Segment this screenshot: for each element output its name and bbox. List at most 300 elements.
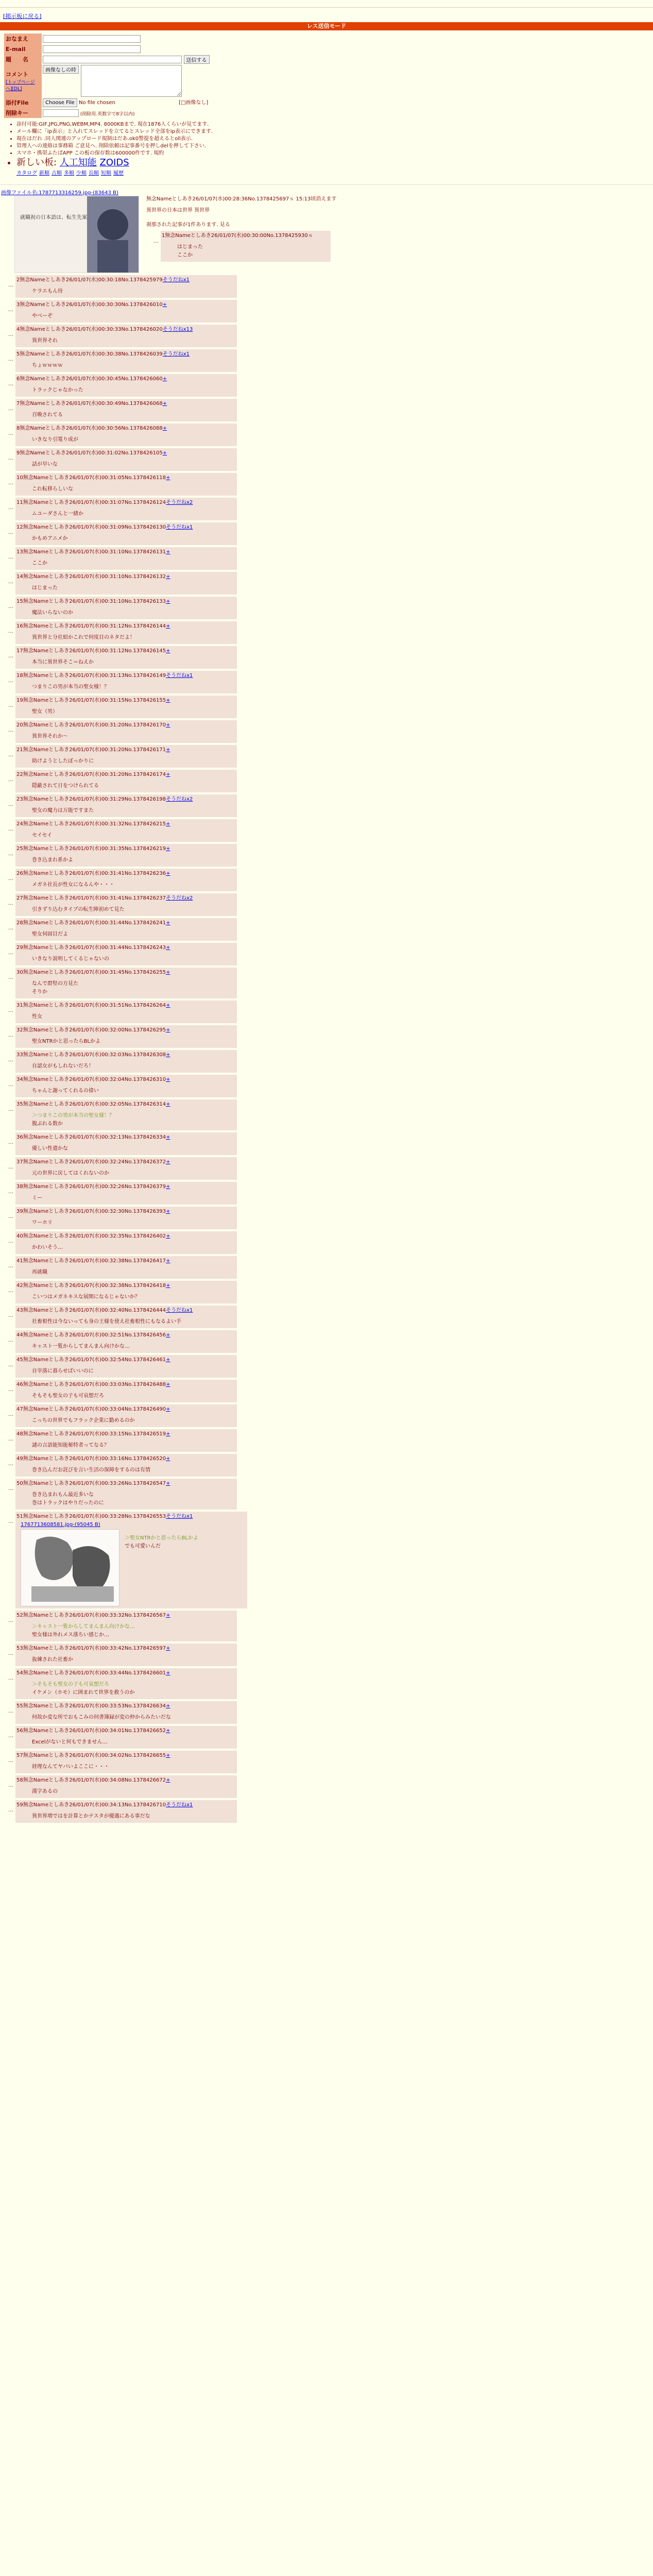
reply-meta xyxy=(16,474,233,482)
reply-body xyxy=(15,349,237,372)
reply-body xyxy=(15,325,237,347)
reply xyxy=(1,893,653,916)
back-to-board-link[interactable]: [掲示板に戻る] xyxy=(3,13,42,20)
reply-meta-text: 29無念Nameとしあき26/01/07(水)00:31:44No.1378426243 xyxy=(16,945,166,951)
reply-indent: … xyxy=(8,579,13,585)
reply-text: ＞キャスト一覧からしてまんまん向けかな… xyxy=(32,1624,135,1630)
sodane-link[interactable]: そうだねx13 xyxy=(162,327,193,332)
reply-body xyxy=(15,869,237,891)
op-meta: 無念Nameとしあき26/01/07(水)00:28:36No.1378425697ｓ 15:13頃消えます xyxy=(146,196,337,202)
clear-button[interactable]: 画像なしの時 xyxy=(43,65,79,74)
reply xyxy=(1,597,653,619)
reply-text: 聖女様は外れメス落ちい感じか… xyxy=(32,1632,109,1638)
sodane-plus-link[interactable]: + xyxy=(166,1209,170,1214)
reply-meta-text: 32無念Nameとしあき26/01/07(水)00:32:00No.1378426295 xyxy=(16,1027,166,1033)
note-item: • 添付可能:GIF,JPG,PNG,WEBM,MP4. 8000KBまで. 現在1876人くらいが見てます. xyxy=(16,121,653,128)
comment-top-links[interactable]: [トップページへ][DL] xyxy=(6,80,35,92)
reply-body xyxy=(15,374,237,397)
op-file-link[interactable]: 画像ファイル名:1787713316259.jpg-(83643 B) xyxy=(1,190,118,196)
sodane-plus-link[interactable]: + xyxy=(166,722,170,728)
sodane-plus-link[interactable]: + xyxy=(162,302,167,308)
noimage-checkbox-label[interactable]: [□画像なし] xyxy=(179,100,209,106)
sodane-link[interactable]: そうだねx2 xyxy=(166,500,193,505)
reply-text: かもめアニメか xyxy=(32,536,68,541)
reply-indent: … xyxy=(8,1107,13,1112)
sodane-plus-link[interactable]: + xyxy=(166,599,170,604)
reply-body xyxy=(15,918,237,941)
sodane-plus-link[interactable]: + xyxy=(166,1382,170,1387)
reply-body xyxy=(15,794,237,817)
reply xyxy=(1,1256,653,1279)
reply xyxy=(1,1611,653,1641)
sort-long-link[interactable]: 長順 xyxy=(89,171,99,176)
reply-body xyxy=(15,1025,237,1048)
reply xyxy=(1,819,653,842)
reply-indent: … xyxy=(8,703,13,708)
reply-body xyxy=(15,1404,237,1427)
reply-indent: … xyxy=(8,1032,13,1038)
sodane-plus-link[interactable]: + xyxy=(166,1283,170,1289)
reply-text: こいつはメガネキスな展開になるじゃないか？ xyxy=(32,1294,140,1300)
separator xyxy=(0,184,653,185)
reply-indent: … xyxy=(8,925,13,931)
op-file-info xyxy=(1,188,653,196)
reply-meta xyxy=(16,1776,233,1785)
reply-meta-text: 56無念Nameとしあき26/01/07(水)00:34:01No.1378426652 xyxy=(16,1728,166,1734)
sodane-plus-link[interactable]: + xyxy=(166,1233,170,1239)
sodane-plus-link[interactable]: + xyxy=(166,1728,170,1734)
reply-meta-text: 10無念Nameとしあき26/01/07(水)00:31:05No.1378426118 xyxy=(16,475,166,481)
reply xyxy=(1,1281,653,1303)
reply-meta xyxy=(16,697,233,705)
reply-meta-text: 33無念Nameとしあき26/01/07(水)00:32:03No.1378426308 xyxy=(16,1052,166,1058)
reply-body xyxy=(15,1207,237,1229)
reply xyxy=(1,1454,653,1477)
sodane-plus-link[interactable]: + xyxy=(166,747,170,753)
reply-meta-text: 35無念Nameとしあき26/01/07(水)00:32:05No.1378426314 xyxy=(16,1101,166,1107)
sodane-plus-link[interactable]: + xyxy=(166,1027,170,1033)
reply xyxy=(1,720,653,743)
reply-meta xyxy=(16,375,233,383)
reply-body xyxy=(15,300,237,323)
reply xyxy=(1,423,653,446)
sodane-link[interactable]: そうだねx2 xyxy=(166,796,193,802)
reply-indent: … xyxy=(8,1519,13,1524)
reply-body xyxy=(15,1157,237,1180)
reply-meta-text: 17無念Nameとしあき26/01/07(水)00:31:12No.1378426145 xyxy=(16,648,166,654)
reply-meta-text: 36無念Nameとしあき26/01/07(水)00:32:13No.1378426334 xyxy=(16,1134,166,1140)
sodane-link[interactable]: そうだねx1 xyxy=(166,524,193,530)
sodane-plus-link[interactable]: + xyxy=(166,475,170,481)
history-link[interactable]: 履歴 xyxy=(113,171,124,176)
sodane-plus-link[interactable]: + xyxy=(162,376,167,382)
reply-body xyxy=(15,547,237,570)
sodane-plus-link[interactable]: + xyxy=(166,1670,170,1676)
reply-body xyxy=(15,1512,247,1608)
op-thumbnail[interactable] xyxy=(14,196,139,273)
reply-indent: … xyxy=(8,975,13,980)
reply-text: ここか xyxy=(177,252,193,258)
reply-text: 話が早いな xyxy=(32,462,58,467)
reply-meta-text: 3無念Nameとしあき26/01/07(水)00:30:30No.1378426010 xyxy=(16,302,163,308)
catalog-link[interactable]: カタログ xyxy=(16,171,37,176)
reply-meta xyxy=(16,1051,233,1059)
reply xyxy=(1,671,653,693)
reply-body xyxy=(15,1429,237,1452)
sodane-plus-link[interactable]: + xyxy=(166,1456,170,1462)
reply-meta xyxy=(16,746,233,754)
reply xyxy=(1,745,653,768)
reply-text: 隠蔽されて日をつけられてる xyxy=(32,783,99,789)
sodane-plus-link[interactable]: + xyxy=(166,1159,170,1165)
note-item: • メール欄に「ip表示」と入れてスレッドを立てるとスレッド全部をip表示にできます. xyxy=(16,128,653,135)
reply-meta-text: 20無念Nameとしあき26/01/07(水)00:31:20No.1378426170 xyxy=(16,722,166,728)
reply-meta-text: 28無念Nameとしあき26/01/07(水)00:31:44No.1378426241 xyxy=(16,920,166,926)
reply-indent: … xyxy=(8,406,13,412)
subject-input[interactable] xyxy=(43,56,182,63)
reply-image-row xyxy=(16,1529,243,1606)
name-input[interactable] xyxy=(43,35,141,43)
reply-text: 再就職 xyxy=(32,1269,47,1275)
reply-text: ちょｗｗｗｗ xyxy=(32,363,63,368)
reply-with-image xyxy=(1,1512,653,1608)
reply xyxy=(1,1075,653,1097)
reply-meta-text: 34無念Nameとしあき26/01/07(水)00:32:04No.1378426310 xyxy=(16,1077,166,1082)
reply xyxy=(1,918,653,941)
reply-meta-text: 9無念Nameとしあき26/01/07(水)00:31:02No.1378426105 xyxy=(16,450,163,456)
sodane-link[interactable]: そうだねx2 xyxy=(166,895,193,901)
sodane-link[interactable]: そうだねx1 xyxy=(162,351,190,357)
reply-body xyxy=(15,1075,237,1097)
sort-new-link[interactable]: 新順 xyxy=(39,171,49,176)
reply-meta xyxy=(16,1702,233,1710)
email-input[interactable] xyxy=(43,45,141,53)
reply-meta xyxy=(16,301,233,309)
delkey-input[interactable] xyxy=(43,109,79,117)
reply-meta-text: 54無念Nameとしあき26/01/07(水)00:33:44No.1378426601 xyxy=(16,1670,166,1676)
sodane-plus-link[interactable]: + xyxy=(166,623,170,629)
sodane-plus-link[interactable]: + xyxy=(166,821,170,827)
reply-body xyxy=(15,1231,237,1254)
reply-meta xyxy=(16,1208,233,1216)
reply-body xyxy=(15,572,237,595)
sodane-plus-link[interactable]: + xyxy=(166,1753,170,1758)
reply xyxy=(1,1479,653,1510)
sodane-plus-link[interactable]: + xyxy=(166,1357,170,1363)
sodane-plus-link[interactable]: + xyxy=(166,1184,170,1190)
reply-indent: … xyxy=(8,1239,13,1244)
sodane-plus-link[interactable]: + xyxy=(166,945,170,951)
reply-text: はじまった xyxy=(177,244,203,250)
reply-meta xyxy=(16,573,233,581)
reply-indent: … xyxy=(8,1008,13,1013)
reply xyxy=(1,1231,653,1254)
reply-text: イケメン（ホモ）に囲まれて世界を救うのか xyxy=(32,1690,135,1696)
sodane-plus-link[interactable]: + xyxy=(162,426,167,431)
reply-meta-text: 19無念Nameとしあき26/01/07(水)00:31:15No.1378426155 xyxy=(16,698,166,703)
sodane-plus-link[interactable]: + xyxy=(166,648,170,654)
reply-text: 元の世界に戻してはくれないのか xyxy=(32,1171,109,1176)
reply-meta xyxy=(16,1480,233,1488)
reply-indent: … xyxy=(8,1708,13,1714)
reply-meta-text: 46無念Nameとしあき26/01/07(水)00:33:03No.1378426488 xyxy=(16,1382,166,1387)
sodane-link[interactable]: そうだねx1 xyxy=(166,1802,193,1808)
post-form xyxy=(4,33,211,118)
reply-body xyxy=(15,1751,237,1773)
op-thumb-caption: 就職祝の日本語は、転生先案 xyxy=(20,215,87,221)
reply-meta-text: 5無念Nameとしあき26/01/07(水)00:30:38No.1378426039 xyxy=(16,351,163,357)
reply-text: ケラエもん待 xyxy=(32,289,63,294)
reply-meta xyxy=(16,870,233,878)
reply-meta xyxy=(16,1183,233,1191)
reply-text: 自宰落に暮らせばいいのに xyxy=(32,1368,94,1374)
sort-short-link[interactable]: 短順 xyxy=(101,171,111,176)
reply-body xyxy=(15,423,237,446)
op-text-1: 異世界の日本は世界 異世界 xyxy=(146,208,210,213)
reply-indent: … xyxy=(8,802,13,807)
reply-indent: … xyxy=(8,480,13,486)
reply-meta xyxy=(16,622,233,631)
reply-indent: … xyxy=(8,431,13,436)
op-text-3: 刹那された記事が1件あります. 見る xyxy=(146,222,230,228)
back-link-container xyxy=(0,8,653,22)
reply-meta xyxy=(16,820,233,828)
reply-text: 性女 xyxy=(32,1014,42,1020)
reply-meta-text: 45無念Nameとしあき26/01/07(水)00:32:54No.1378426461 xyxy=(16,1357,166,1363)
sodane-plus-link[interactable]: + xyxy=(166,1101,170,1107)
reply xyxy=(1,794,653,817)
reply-indent: … xyxy=(8,1057,13,1063)
reply-body xyxy=(15,1726,237,1749)
reply-meta xyxy=(16,1100,233,1109)
reply-indent: … xyxy=(8,1807,13,1813)
reply-indent: … xyxy=(8,1651,13,1656)
sodane-plus-link[interactable]: + xyxy=(166,920,170,926)
sodane-plus-link[interactable]: + xyxy=(166,1077,170,1082)
reply-text: 異世界と分社紹かこれで何度目のネタだよ！ xyxy=(32,635,135,640)
sort-few-link[interactable]: 少順 xyxy=(76,171,87,176)
reply xyxy=(1,1050,653,1073)
reply-text: なんで群堅の方見た xyxy=(32,981,78,987)
reply-text: 巻き込まれもん最近多いな xyxy=(32,1492,94,1498)
note-item: • 現在はだれ .同人関連のアップロード規制はだあ.ok0警提を超えるとoll表示. xyxy=(16,135,653,143)
reply-body xyxy=(15,1099,237,1130)
sodane-plus-link[interactable]: + xyxy=(166,1258,170,1264)
sodane-plus-link[interactable]: + xyxy=(166,574,170,580)
reply-meta xyxy=(16,276,233,284)
comment-textarea[interactable] xyxy=(81,65,182,97)
reply xyxy=(1,1668,653,1699)
reply-text: かわいそう… xyxy=(32,1245,63,1250)
reply-meta xyxy=(16,1612,233,1620)
reply-text: これ転移らしいな xyxy=(32,486,73,492)
reply-indent: … xyxy=(8,1288,13,1294)
sodane-plus-link[interactable]: + xyxy=(166,970,170,975)
reply-indent: … xyxy=(8,1758,13,1764)
reply-text: ＞そもそも聖女の子も可哀想だろ xyxy=(32,1682,109,1687)
reply-body xyxy=(161,231,331,262)
reply-meta xyxy=(16,1307,233,1315)
op-thumbnail-art xyxy=(15,196,139,273)
reply-text: 聖女NTRかと思ったらBLかよ xyxy=(32,1039,100,1044)
reply xyxy=(1,696,653,718)
new-boards-prefix: 新しい板: xyxy=(16,157,57,168)
reply-body xyxy=(15,943,237,965)
reply-indent: … xyxy=(8,1733,13,1739)
reply xyxy=(1,1775,653,1798)
reply-meta xyxy=(16,1282,233,1290)
sodane-plus-link[interactable]: + xyxy=(166,1003,170,1008)
reply xyxy=(1,325,653,347)
sodane-plus-link[interactable]: + xyxy=(166,1431,170,1437)
reply-indent: … xyxy=(8,357,13,362)
thread xyxy=(0,188,653,1823)
reply-meta xyxy=(16,548,233,556)
reply xyxy=(1,1355,653,1378)
reply-meta-text: 8無念Nameとしあき26/01/07(水)00:30:56No.1378426088 xyxy=(16,426,163,431)
reply-meta xyxy=(16,425,233,433)
reply xyxy=(1,1132,653,1155)
sodane-plus-link[interactable]: + xyxy=(166,1777,170,1783)
sodane-plus-link[interactable]: + xyxy=(166,772,170,777)
reply xyxy=(1,1726,653,1749)
reply xyxy=(1,572,653,595)
reply-text: 魔法いらないのか xyxy=(32,610,73,616)
reply-indent: … xyxy=(8,332,13,337)
reply-body xyxy=(15,597,237,619)
reply xyxy=(1,844,653,867)
reply-body xyxy=(15,621,237,644)
reply-text: トラックじゃなかった xyxy=(32,387,83,393)
new-board-link-ai[interactable]: 人工知能 xyxy=(59,157,97,168)
reply-meta xyxy=(16,1645,233,1653)
reply-text: 巻き込まれ系かよ xyxy=(32,857,73,863)
sodane-link[interactable]: そうだねx1 xyxy=(166,1514,193,1519)
reply-meta-text: 26無念Nameとしあき26/01/07(水)00:31:41No.1378426236 xyxy=(16,871,166,876)
reply-body xyxy=(15,275,237,298)
sodane-plus-link[interactable]: + xyxy=(166,871,170,876)
reply-text: 経理なんてヤバいよここに・・・ xyxy=(32,1764,109,1770)
reply-meta-text: 14無念Nameとしあき26/01/07(水)00:31:10No.1378426132 xyxy=(16,574,166,580)
reply-body xyxy=(15,968,237,998)
reply-text: ムユーダさんと一緒か xyxy=(32,511,83,517)
reply xyxy=(1,1157,653,1180)
sodane-link[interactable]: そうだねx1 xyxy=(166,1308,193,1313)
reply-meta xyxy=(16,449,233,457)
reply-body xyxy=(15,1182,237,1205)
reply-meta-text: 49無念Nameとしあき26/01/07(水)00:33:16No.1378426520 xyxy=(16,1456,166,1462)
reply-indent: … xyxy=(8,950,13,956)
choose-file-button[interactable]: Choose File xyxy=(43,98,77,107)
reply-meta xyxy=(16,1430,233,1438)
sodane-plus-link[interactable]: + xyxy=(166,1646,170,1651)
reply-indent: … xyxy=(8,653,13,659)
reply-file-link[interactable]: 1767713608581.jpg-(95045 B) xyxy=(21,1522,100,1528)
reply-body xyxy=(15,1643,237,1666)
reply-indent: … xyxy=(8,1618,13,1623)
reply-meta-text: 21無念Nameとしあき26/01/07(水)00:31:20No.1378426171 xyxy=(16,747,166,753)
sodane-plus-link[interactable]: + xyxy=(166,1703,170,1709)
reply-text: ここか xyxy=(32,561,47,566)
reply-body xyxy=(15,1775,237,1798)
sodane-link[interactable]: そうだねx1 xyxy=(162,277,190,283)
comment-label: コメント xyxy=(6,71,28,78)
reply-meta xyxy=(16,721,233,730)
reply-indent: … xyxy=(8,1461,13,1467)
reply xyxy=(1,1800,653,1823)
reply-text: 巻はトラックはやりだったのに xyxy=(32,1500,104,1506)
new-board-link-zoids[interactable]: ZOIDS xyxy=(99,157,129,168)
sodane-plus-link[interactable]: + xyxy=(166,1332,170,1338)
sodane-plus-link[interactable]: + xyxy=(166,1134,170,1140)
reply-text: こっちの世界でもフラック企業に勤めるのか xyxy=(32,1418,135,1423)
reply-text: つまりこの男が本当の聖女様！？ xyxy=(32,684,109,690)
delkey-label: 削除キー xyxy=(4,108,42,118)
reply-meta-text: 55無念Nameとしあき26/01/07(水)00:33:53No.1378426634 xyxy=(16,1703,166,1709)
reply xyxy=(1,968,653,998)
reply-indent: … xyxy=(8,1140,13,1145)
reply xyxy=(1,522,653,545)
reply-indent: … xyxy=(8,851,13,857)
reply xyxy=(1,349,653,372)
reply-indent: … xyxy=(8,826,13,832)
reply-text: はじまった xyxy=(32,585,58,591)
comment-label-cell xyxy=(4,64,42,97)
sodane-plus-link[interactable]: + xyxy=(166,846,170,852)
sodane-link[interactable]: そうだねx1 xyxy=(166,673,193,679)
sodane-plus-link[interactable]: + xyxy=(162,401,167,406)
sodane-plus-link[interactable]: + xyxy=(166,1052,170,1058)
reply-mode-bar: レス送信モード xyxy=(0,22,653,30)
reply-image-thumbnail[interactable] xyxy=(21,1529,119,1606)
sodane-plus-link[interactable]: + xyxy=(166,549,170,555)
reply-body xyxy=(15,844,237,867)
reply-text: 抜練された社畜か xyxy=(32,1657,73,1663)
reply-text: 聖女伺固目だよ xyxy=(32,931,68,937)
reply-body xyxy=(15,770,237,792)
reply-meta xyxy=(16,969,233,977)
reply xyxy=(1,621,653,644)
sodane-plus-link[interactable]: + xyxy=(166,1613,170,1618)
reply-body xyxy=(15,646,237,669)
file-label: 添付File xyxy=(4,97,42,108)
submit-button[interactable]: 送信する xyxy=(184,55,210,64)
sodane-plus-link[interactable]: + xyxy=(166,1406,170,1412)
note-item: • スマホ・携帯ふたばAPP この板の保存数は600000件です. 規約 xyxy=(16,150,653,157)
reply-body xyxy=(15,1454,237,1477)
sort-old-link[interactable]: 古順 xyxy=(51,171,62,176)
reply-indent: … xyxy=(8,1214,13,1219)
sodane-plus-link[interactable]: + xyxy=(166,1481,170,1486)
reply-text: メガネ社長が性女になるんや・・・ xyxy=(32,882,114,888)
reply-indent: … xyxy=(8,1082,13,1088)
reply-meta: 1無念Nameとしあき26/01/07(水)00:30:00No.1378425930ｓ xyxy=(162,233,313,239)
reply-text: Excelがないと何もできません… xyxy=(32,1739,108,1745)
notes-list xyxy=(16,121,653,168)
sort-many-link[interactable]: 多順 xyxy=(64,171,74,176)
reply-meta-text: 51無念Nameとしあき26/01/07(水)00:33:28No.1378426553 xyxy=(16,1514,166,1519)
reply-body xyxy=(15,819,237,842)
reply xyxy=(1,943,653,965)
file-status: No file chosen xyxy=(79,100,115,106)
sodane-plus-link[interactable]: + xyxy=(162,450,167,456)
reply-body xyxy=(15,745,237,768)
reply-indent: … xyxy=(8,876,13,882)
reply-meta xyxy=(16,499,233,507)
sodane-plus-link[interactable]: + xyxy=(166,698,170,703)
reply-indent: … xyxy=(8,554,13,560)
reply-body xyxy=(15,473,237,496)
